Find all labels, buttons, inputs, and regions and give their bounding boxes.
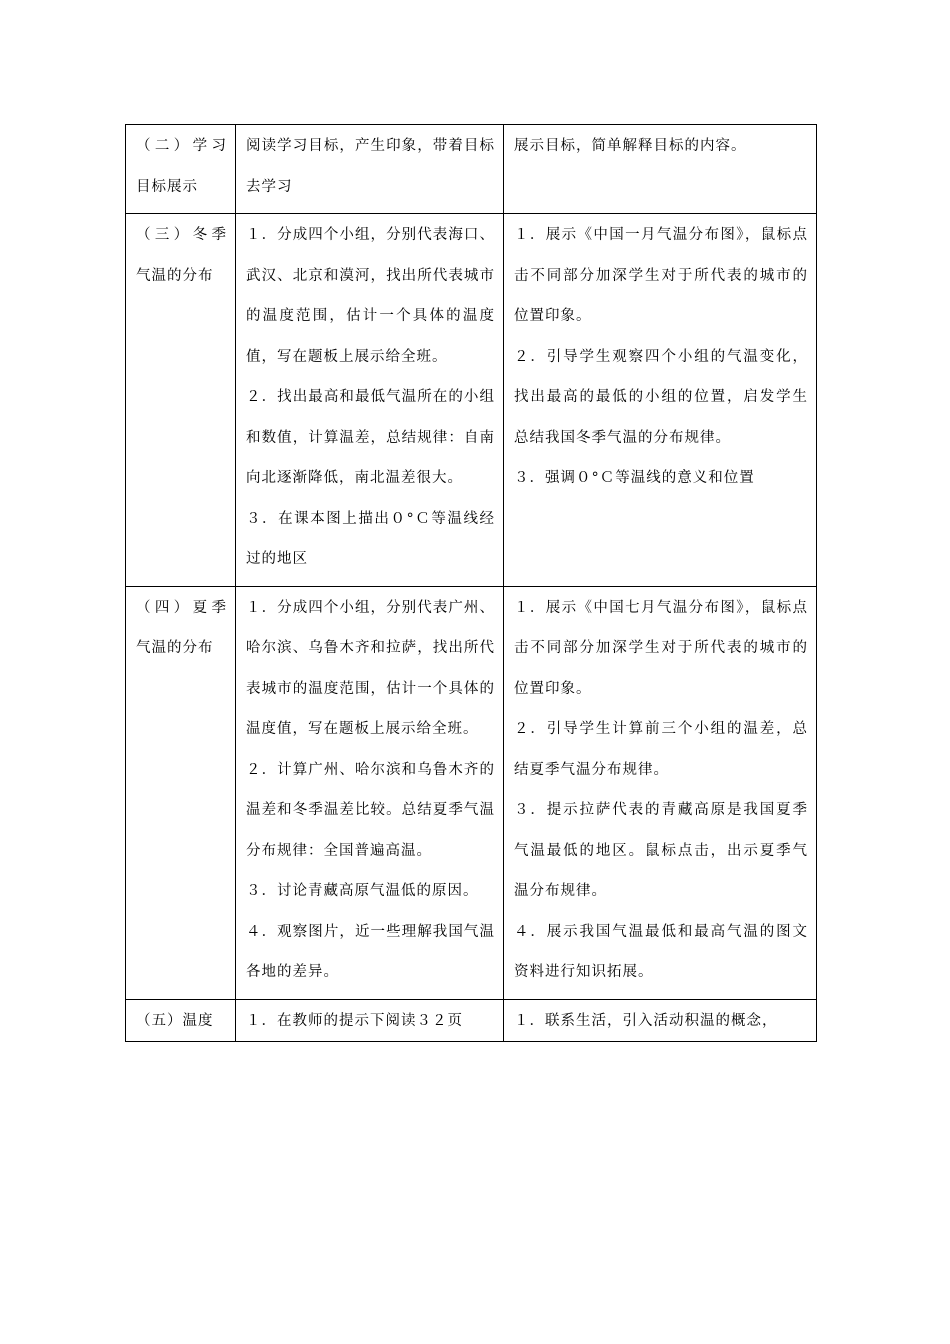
student-activity-text: ４．观察图片，近一些理解我国气温各地的差异。 <box>246 923 495 980</box>
teacher-activity-text: １．联系生活，引入活动积温的概念， <box>514 1012 778 1029</box>
student-activity-text: １．分成四个小组，分别代表海口、武汉、北京和漠河，找出所代表城市的温度范围，估计一个具体的温度值，写在题板上展示给全班。 <box>246 227 495 365</box>
student-activity-text: １．在教师的提示下阅读３２页 <box>246 1012 463 1029</box>
student-activity-cell <box>236 586 504 999</box>
student-activity-text: １．分成四个小组，分别代表广州、哈尔滨、乌鲁木齐和拉萨，找出所代表城市的温度范围，估计一个具体的温度值，写在题板上展示给全班。 <box>246 599 495 737</box>
table-row <box>126 586 817 999</box>
lesson-plan-table <box>125 124 817 1042</box>
table-row <box>126 999 817 1042</box>
teacher-activity-text: 展示目标，简单解释目标的内容。 <box>514 138 747 154</box>
teacher-activity-cell <box>504 999 817 1042</box>
stage-cell: （五）温度 <box>126 999 236 1042</box>
student-activity-text: 阅读学习目标，产生印象，带着目标去学习 <box>246 138 495 195</box>
table-row <box>126 214 817 587</box>
teacher-activity-cell <box>504 214 817 587</box>
teacher-activity-text: ２．引导学生观察四个小组的气温变化，找出最高的最低的小组的位置，启发学生总结我国冬季气温的分布规律。 <box>514 348 808 446</box>
teacher-activity-text: ３．强调０°Ｃ等温线的意义和位置 <box>514 470 755 486</box>
teacher-activity-text: １．展示《中国七月气温分布图》，鼠标点击不同部分加深学生对于所代表的城市的位置印象。 <box>514 599 808 697</box>
student-activity-cell <box>236 214 504 587</box>
stage-cell: （四）夏季气温的分布 <box>126 586 236 999</box>
student-activity-cell <box>236 125 504 214</box>
table-row <box>126 125 817 214</box>
student-activity-cell <box>236 999 504 1042</box>
student-activity-text: ２．计算广州、哈尔滨和乌鲁木齐的温差和冬季温差比较。总结夏季气温分布规律：全国普遍高温。 <box>246 761 495 859</box>
teacher-activity-text: １．展示《中国一月气温分布图》，鼠标点击不同部分加深学生对于所代表的城市的位置印象。 <box>514 227 808 324</box>
stage-cell: （三）冬季气温的分布 <box>126 214 236 587</box>
teacher-activity-text: ２．引导学生计算前三个小组的温差，总结夏季气温分布规律。 <box>514 721 808 778</box>
teacher-activity-text: ４．展示我国气温最低和最高气温的图文资料进行知识拓展。 <box>514 923 808 980</box>
teacher-activity-cell <box>504 586 817 999</box>
student-activity-text: ３．讨论青藏高原气温低的原因。 <box>246 883 479 899</box>
student-activity-text: ２．找出最高和最低气温所在的小组和数值，计算温差，总结规律：自南向北逐渐降低，南北温差很大。 <box>246 389 495 486</box>
student-activity-text: ３．在课本图上描出０°Ｃ等温线经过的地区 <box>246 510 495 567</box>
teacher-activity-text: ３．提示拉萨代表的青藏高原是我国夏季气温最低的地区。鼠标点击，出示夏季气温分布规律。 <box>514 802 808 899</box>
teacher-activity-cell <box>504 125 817 214</box>
stage-cell: （二）学习目标展示 <box>126 125 236 214</box>
